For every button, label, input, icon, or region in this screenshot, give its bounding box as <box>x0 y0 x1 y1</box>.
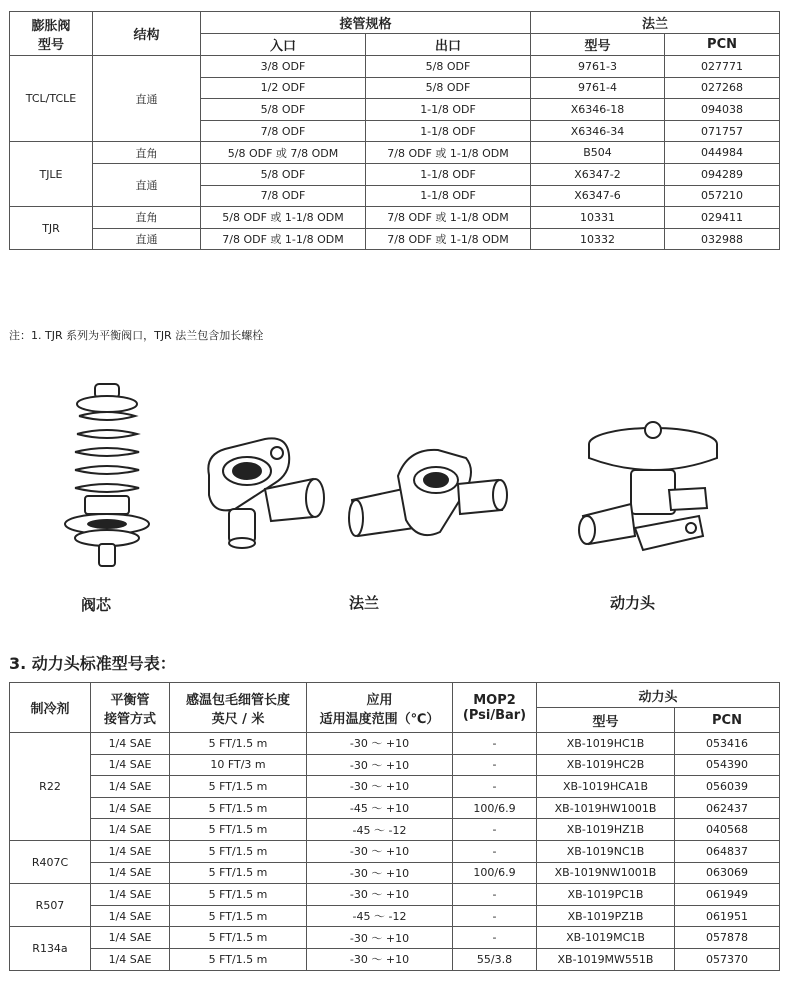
refrigerant-cell: R507 <box>10 884 91 927</box>
model-cell: XB-1019MW551B <box>537 948 675 970</box>
footnote: 注：1. TJR 系列为平衡阀口，TJR 法兰包含加长螺栓 <box>9 329 264 342</box>
balance-cell: 1/4 SAE <box>91 819 170 841</box>
header-valve-model-l2: 型号 <box>37 37 64 53</box>
outlet-cell: 7/8 ODF 或 1-1/8 ODM <box>366 207 531 229</box>
table-row <box>10 228 780 250</box>
balance-cell: 1/4 SAE <box>91 797 170 819</box>
header-capillary-l1: 感温包毛细管长度 <box>185 692 290 708</box>
header-pcn: PCN <box>665 34 780 56</box>
pcn-cell: 054390 <box>675 754 780 776</box>
model-cell: XB-1019HCA1B <box>537 776 675 798</box>
inlet-cell: 3/8 ODF <box>201 56 366 78</box>
pcn-cell: 071757 <box>665 120 780 142</box>
length-cell: 5 FT/1.5 m <box>170 733 307 755</box>
section-3-title: 3. 动力头标准型号表： <box>9 654 176 673</box>
table-row <box>10 754 780 776</box>
header-outlet: 出口 <box>366 34 531 56</box>
length-cell: 5 FT/1.5 m <box>170 797 307 819</box>
header-valve-model <box>10 12 93 56</box>
table-row <box>10 142 780 164</box>
balance-cell: 1/4 SAE <box>91 927 170 949</box>
table-row <box>10 948 780 970</box>
refrigerant-cell: R134a <box>10 927 91 970</box>
temp-cell: -30 ～ +10 <box>307 927 453 949</box>
pcn-cell: 027771 <box>665 56 780 78</box>
table-row <box>10 207 780 229</box>
inlet-cell: 7/8 ODF <box>201 120 366 142</box>
mop-cell: 55/3.8 <box>453 948 537 970</box>
inlet-cell: 5/8 ODF <box>201 99 366 121</box>
temp-cell: -30 ～ +10 <box>307 840 453 862</box>
power-head-caption: 动力头 <box>610 594 656 612</box>
model-cell: 9761-4 <box>531 77 665 99</box>
header-mop <box>453 683 537 733</box>
inlet-cell: 5/8 ODF 或 1-1/8 ODM <box>201 207 366 229</box>
header-ph-model: 型号 <box>537 708 675 733</box>
group-label: TJR <box>10 207 93 250</box>
mop-cell: - <box>453 819 537 841</box>
flange-caption: 法兰 <box>349 594 380 612</box>
inlet-cell: 7/8 ODF 或 1-1/8 ODM <box>201 228 366 250</box>
header-valve-model-l1: 膨胀阀 <box>31 18 71 34</box>
pcn-cell: 056039 <box>675 776 780 798</box>
table-row <box>10 927 780 949</box>
pcn-cell: 094289 <box>665 163 780 185</box>
mop-cell: - <box>453 754 537 776</box>
mop-cell: 100/6.9 <box>453 862 537 884</box>
refrigerant-cell: R407C <box>10 840 91 883</box>
model-cell: XB-1019HC1B <box>537 733 675 755</box>
structure-cell: 直角 <box>93 142 201 164</box>
header-mop-l1: MOP2 <box>473 692 516 708</box>
pcn-cell: 062437 <box>675 797 780 819</box>
length-cell: 5 FT/1.5 m <box>170 927 307 949</box>
balance-cell: 1/4 SAE <box>91 905 170 927</box>
header-apply-l1: 应用 <box>366 692 393 708</box>
table-row <box>10 163 780 185</box>
model-cell: XB-1019NW1001B <box>537 862 675 884</box>
pcn-cell: 044984 <box>665 142 780 164</box>
model-cell: XB-1019HC2B <box>537 754 675 776</box>
table-row <box>10 776 780 798</box>
pcn-cell: 032988 <box>665 228 780 250</box>
header-balance-l1: 平衡管 <box>110 692 150 708</box>
flange-2-illustration <box>348 440 518 555</box>
balance-cell: 1/4 SAE <box>91 840 170 862</box>
header-apply <box>307 683 453 733</box>
table-row <box>10 797 780 819</box>
flange-1-illustration <box>195 425 335 560</box>
model-cell: B504 <box>531 142 665 164</box>
structure-cell: 直角 <box>93 207 201 229</box>
model-cell: XB-1019HW1001B <box>537 797 675 819</box>
pcn-cell: 094038 <box>665 99 780 121</box>
structure-cell: 直通 <box>93 163 201 206</box>
pcn-cell: 057370 <box>675 948 780 970</box>
balance-cell: 1/4 SAE <box>91 862 170 884</box>
temp-cell: -30 ～ +10 <box>307 862 453 884</box>
model-cell: XB-1019MC1B <box>537 927 675 949</box>
header-capillary-l2: 英尺 / 米 <box>211 711 265 727</box>
valve-core-caption: 阀芯 <box>81 596 112 614</box>
table-row <box>10 819 780 841</box>
outlet-cell: 1-1/8 ODF <box>366 99 531 121</box>
structure-cell: 直通 <box>93 56 201 142</box>
inlet-cell: 7/8 ODF <box>201 185 366 207</box>
model-cell: XB-1019PC1B <box>537 884 675 906</box>
header-balance-l2: 接管方式 <box>103 711 156 727</box>
outlet-cell: 1-1/8 ODF <box>366 163 531 185</box>
temp-cell: -30 ～ +10 <box>307 884 453 906</box>
length-cell: 5 FT/1.5 m <box>170 905 307 927</box>
power-head-table <box>9 682 780 971</box>
header-mop-l2: (Psi/Bar) <box>462 707 527 723</box>
outlet-cell: 5/8 ODF <box>366 56 531 78</box>
length-cell: 5 FT/1.5 m <box>170 884 307 906</box>
header-structure: 结构 <box>93 12 201 56</box>
temp-cell: -30 ～ +10 <box>307 733 453 755</box>
length-cell: 10 FT/3 m <box>170 754 307 776</box>
pcn-cell: 061951 <box>675 905 780 927</box>
length-cell: 5 FT/1.5 m <box>170 819 307 841</box>
length-cell: 5 FT/1.5 m <box>170 776 307 798</box>
length-cell: 5 FT/1.5 m <box>170 862 307 884</box>
outlet-cell: 7/8 ODF 或 1-1/8 ODM <box>366 142 531 164</box>
mop-cell: - <box>453 927 537 949</box>
header-connection-spec: 接管规格 <box>201 12 531 34</box>
mop-cell: - <box>453 733 537 755</box>
mop-cell: - <box>453 905 537 927</box>
table-row <box>10 733 780 755</box>
model-cell: XB-1019PZ1B <box>537 905 675 927</box>
refrigerant-cell: R22 <box>10 733 91 841</box>
header-refrigerant: 制冷剂 <box>10 683 91 733</box>
temp-cell: -45 ～ -12 <box>307 905 453 927</box>
group-label: TCL/TCLE <box>10 56 93 142</box>
table-row <box>10 840 780 862</box>
temp-cell: -30 ～ +10 <box>307 776 453 798</box>
balance-cell: 1/4 SAE <box>91 754 170 776</box>
balance-cell: 1/4 SAE <box>91 884 170 906</box>
header-inlet: 入口 <box>201 34 366 56</box>
temp-cell: -30 ～ +10 <box>307 754 453 776</box>
table-row <box>10 905 780 927</box>
header-ph-pcn: PCN <box>675 708 780 733</box>
header-capillary <box>170 683 307 733</box>
inlet-cell: 5/8 ODF <box>201 163 366 185</box>
outlet-cell: 7/8 ODF 或 1-1/8 ODM <box>366 228 531 250</box>
header-flange: 法兰 <box>531 12 780 34</box>
pcn-cell: 057210 <box>665 185 780 207</box>
outlet-cell: 1-1/8 ODF <box>366 120 531 142</box>
valve-core-illustration <box>55 378 165 578</box>
balance-cell: 1/4 SAE <box>91 776 170 798</box>
power-head-illustration <box>575 412 735 567</box>
header-power-head: 动力头 <box>537 683 780 708</box>
mop-cell: - <box>453 840 537 862</box>
pcn-cell: 053416 <box>675 733 780 755</box>
model-cell: X6347-6 <box>531 185 665 207</box>
model-cell: XB-1019NC1B <box>537 840 675 862</box>
temp-cell: -45 ～ +10 <box>307 797 453 819</box>
model-cell: 10332 <box>531 228 665 250</box>
model-cell: X6346-18 <box>531 99 665 121</box>
structure-cell: 直通 <box>93 228 201 250</box>
outlet-cell: 5/8 ODF <box>366 77 531 99</box>
balance-cell: 1/4 SAE <box>91 733 170 755</box>
pcn-cell: 029411 <box>665 207 780 229</box>
balance-cell: 1/4 SAE <box>91 948 170 970</box>
inlet-cell: 5/8 ODF 或 7/8 ODM <box>201 142 366 164</box>
mop-cell: - <box>453 776 537 798</box>
length-cell: 5 FT/1.5 m <box>170 948 307 970</box>
valve-spec-table <box>9 11 780 250</box>
model-cell: 10331 <box>531 207 665 229</box>
mop-cell: 100/6.9 <box>453 797 537 819</box>
model-cell: X6346-34 <box>531 120 665 142</box>
header-apply-l2: 适用温度范围（℃） <box>319 711 440 727</box>
inlet-cell: 1/2 ODF <box>201 77 366 99</box>
header-balance <box>91 683 170 733</box>
group-label: TJLE <box>10 142 93 207</box>
model-cell: XB-1019HZ1B <box>537 819 675 841</box>
length-cell: 5 FT/1.5 m <box>170 840 307 862</box>
pcn-cell: 064837 <box>675 840 780 862</box>
model-cell: X6347-2 <box>531 163 665 185</box>
header-flange-model: 型号 <box>531 34 665 56</box>
table-row <box>10 884 780 906</box>
temp-cell: -30 ～ +10 <box>307 948 453 970</box>
outlet-cell: 1-1/8 ODF <box>366 185 531 207</box>
table-row <box>10 862 780 884</box>
pcn-cell: 027268 <box>665 77 780 99</box>
table-row <box>10 56 780 78</box>
pcn-cell: 063069 <box>675 862 780 884</box>
temp-cell: -45 ～ -12 <box>307 819 453 841</box>
pcn-cell: 061949 <box>675 884 780 906</box>
mop-cell: - <box>453 884 537 906</box>
pcn-cell: 040568 <box>675 819 780 841</box>
model-cell: 9761-3 <box>531 56 665 78</box>
pcn-cell: 057878 <box>675 927 780 949</box>
